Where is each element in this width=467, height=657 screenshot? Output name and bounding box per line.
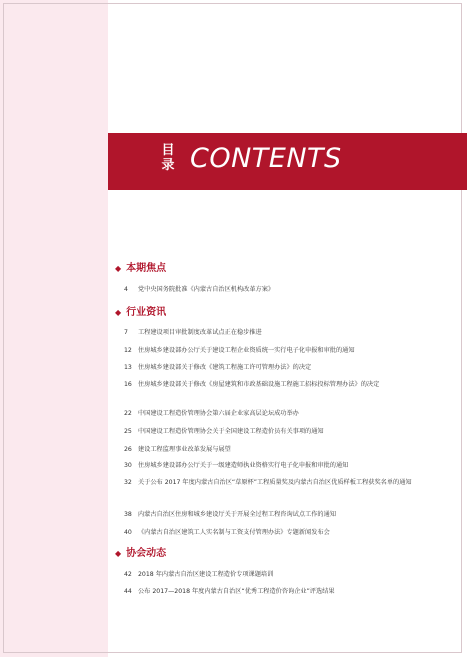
toc-entry[interactable] [124, 570, 454, 579]
toc-entry[interactable] [124, 510, 454, 519]
toc-entry[interactable] [124, 409, 454, 418]
entry-page-number: 4 [124, 286, 128, 293]
section-heading-focus[interactable] [115, 263, 166, 275]
section-heading-news[interactable] [115, 307, 166, 319]
entry-page-number: 13 [124, 364, 132, 371]
entry-title: 关于公布 2017 年度内蒙古自治区“草原杯”工程质量奖及内蒙古自治区优质样板工程获奖名单的通知 [138, 479, 412, 486]
toc-entry[interactable] [124, 346, 454, 355]
banner-cn-char-2: 录 [161, 158, 175, 173]
entry-page-number: 12 [124, 347, 132, 354]
entry-title: 2018 年内蒙古自治区建设工程造价专项课题培训 [138, 571, 274, 578]
entry-page-number: 26 [124, 446, 132, 453]
section-heading-association[interactable] [115, 548, 166, 560]
entry-title: 党中央国务院批准《内蒙古自治区机构改革方案》 [138, 286, 275, 293]
diamond-bullet-icon: ◆ [115, 308, 122, 317]
banner-cn-char-1: 目 [161, 143, 175, 158]
entry-page-number: 40 [124, 529, 132, 536]
entry-page-number: 44 [124, 588, 132, 595]
toc-entry[interactable] [124, 587, 454, 596]
entry-title: 公布 2017—2018 年度内蒙古自治区“优秀工程造价咨询企业”评选结果 [138, 588, 335, 595]
entry-page-number: 7 [124, 329, 128, 336]
entry-title: 住房城乡建设部办公厅关于一级建造师执业资格实行电子化申报和审批的通知 [138, 462, 349, 469]
entry-page-number: 38 [124, 511, 132, 518]
banner-english-title: CONTENTS [190, 143, 342, 174]
section-heading-label: 行业资讯 [126, 307, 167, 318]
entry-title: 工程建设项目审批制度改革试点正在稳步推进 [138, 329, 262, 336]
entry-page-number: 16 [124, 381, 132, 388]
banner-chinese-title [160, 143, 176, 173]
entry-title: 住房城乡建设部关于修改《房屋建筑和市政基础设施工程施工招标投标管理办法》的决定 [138, 381, 380, 388]
toc-entry[interactable] [124, 445, 454, 454]
toc-entry[interactable] [124, 328, 454, 337]
entry-title: 建设工程监理事业改革发展与展望 [138, 446, 231, 453]
diamond-bullet-icon: ◆ [115, 264, 122, 273]
toc-entry[interactable] [124, 285, 454, 294]
toc-entry[interactable] [124, 427, 454, 436]
diamond-bullet-icon: ◆ [115, 549, 122, 558]
entry-title: 内蒙古自治区住房和城乡建设厅关于开展全过程工程咨询试点工作的通知 [138, 511, 336, 518]
entry-title: 住房城乡建设部关于修改《建筑工程施工许可管理办法》的决定 [138, 364, 312, 371]
entry-page-number: 42 [124, 571, 132, 578]
entry-title: 《内蒙古自治区建筑工人实名制与工资支付管理办法》专题新闻发布会 [138, 529, 330, 536]
toc-entry[interactable] [124, 461, 454, 470]
entry-page-number: 30 [124, 462, 132, 469]
toc-entry[interactable] [124, 363, 454, 372]
entry-page-number: 32 [124, 479, 132, 486]
toc-entry[interactable] [124, 476, 454, 489]
toc-entry[interactable] [124, 528, 454, 537]
toc-entry[interactable] [124, 378, 454, 391]
entry-title: 住房城乡建设部办公厅关于建设工程企业资质统一实行电子化申报和审批的通知 [138, 347, 355, 354]
section-heading-label: 协会动态 [126, 548, 167, 559]
section-heading-label: 本期焦点 [126, 263, 167, 274]
entry-page-number: 25 [124, 428, 132, 435]
entry-title: 中国建设工程造价管理协会第六届企业家高层论坛成功举办 [138, 410, 299, 417]
entry-title: 中国建设工程造价管理协会关于全国建设工程造价员有关事项的通知 [138, 428, 324, 435]
entry-page-number: 22 [124, 410, 132, 417]
